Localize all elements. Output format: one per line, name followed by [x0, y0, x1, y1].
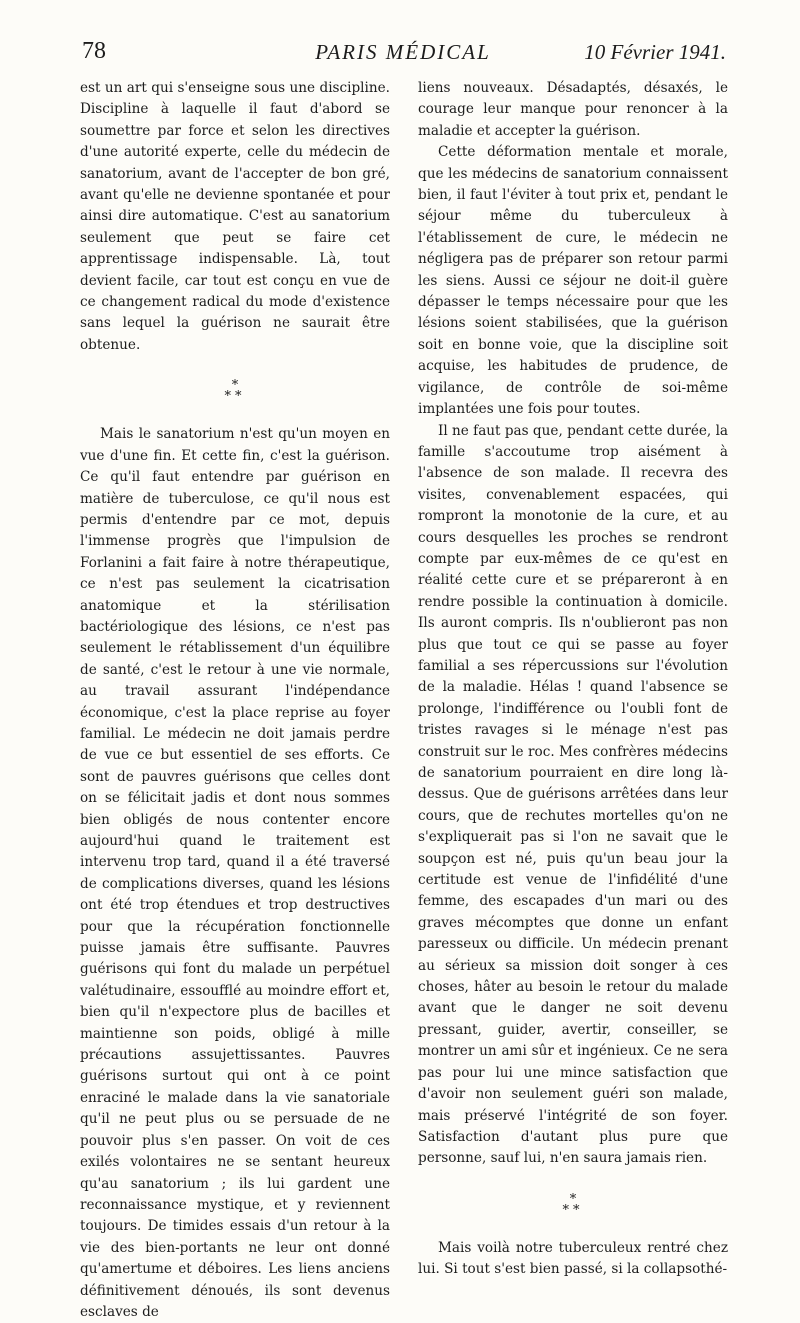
- section-asterism-2: [418, 1191, 728, 1218]
- running-header: [80, 38, 726, 72]
- right-column: [418, 78, 728, 1281]
- right-paragraph-4: Mais voilà notre tuberculeux rentré chez lui. Si tout s'est bien passé, si la collapsothé-: [418, 1239, 728, 1278]
- asterism-top-2: *: [569, 1191, 577, 1207]
- journal-title: PARIS MÉDICAL: [315, 40, 491, 64]
- issue-date: 10 Février 1941.: [584, 40, 726, 64]
- asterism-top: *: [231, 378, 239, 394]
- page-number: 78: [82, 38, 106, 64]
- right-paragraph-2: Cette déformation mentale et morale, que les médecins de sanatorium connaissent bien, il faut l'éviter à tout prix et, pendant le séjour même du tuberculeux à l'établissement de cure, le médecin ne négligera pas de préparer son retour parmi les siens. Aussi ce séjour ne doit-il guère dépasser le temps nécessaire pour que les lésions soient stabilisées, que la guérison soit en bonne voie, que la discipline soit acquise, les habitudes de prudence, de vigilance, de contrôle de soi-même implantées une fois pour toutes.: [418, 144, 728, 418]
- left-paragraph-2: Mais le sanatorium n'est qu'un moyen en vue d'une fin. Et cette fin, c'est la guérison. Ce qu'il faut entendre par guérison en matière de tuberculose, ce qu'il nous est permis d'entendre par ce mot, depuis l'immense progrès que l'impulsion de Forlanini a fait faire à notre thérapeutique, ce n'est pas seulement la cicatrisation anatomique et la stérilisation bactériologique des lésions, ce n'est pas seulement le rétablissement d'un équilibre de santé, c'est le retour à une vie normale, au travail assurant l'indépendance économique, c'est la place reprise au foyer familial. Le médecin ne doit jamais perdre de vue ce but essentiel de ses efforts. Ce sont de pauvres guérisons que celles dont on se félicitait jadis et dont nous sommes bien obligés de nous contenter encore aujourd'hui quand le traitement est intervenu trop tard, quand il a été traversé de complications diverses, quand les lésions ont été trop étendues et trop destructives pour que la récupération fonctionnelle puisse jamais être suffisante. Pauvres guérisons qui font du malade un perpétuel valétudinaire, essoufflé au moindre effort et, bien qu'il n'expectore plus de bacilles et maintienne son poids, obligé à mille précautions assujettissantes. Pauvres guérisons surtout qui ont à ce point enraciné le malade dans la vie sanatoriale qu'il ne peut plus ou se persuade de ne pouvoir plus s'en passer. On voit de ces exilés volontaires ne se sentant heureux qu'au sanatorium ; ils lui gardent une reconnaissance mystique, et y reviennent toujours. De timides essais d'un retour à la vie des bien-portants ne leur ont donné qu'amertume et déboires. Les liens anciens définitivement dénoués, ils sont devenus esclaves de: [80, 426, 390, 1320]
- right-paragraph-1: liens nouveaux. Désadaptés, désaxés, le courage leur manque pour renoncer à la maladie et accepter la guérison.: [418, 80, 728, 139]
- left-paragraph-1: est un art qui s'enseigne sous une discipline. Discipline à laquelle il faut d'abord se soumettre par force et selon les directives d'une autorité experte, celle du médecin de sanatorium, avant de l'accepter de bon gré, avant qu'elle ne devienne spontanée et pour ainsi dire automatique. C'est au sanatorium seulement que peut se faire cet apprentissage indispensable. Là, tout devient facile, car tout est conçu en vue de ce changement radical du mode d'existence sans lequel la guérison ne saurait être obtenue.: [80, 80, 390, 353]
- asterism-bottom: **: [224, 389, 246, 405]
- right-paragraph-3: Il ne faut pas que, pendant cette durée, la famille s'accoutume trop aisément à l'absence de son malade. Il recevra des visites, convenablement espacées, qui rompront la monotonie de la cure, et au cours desquelles les proches se rendront compte par eux-mêmes de ce qu'est en réalité cette cure et se prépareront à en rendre possible la continuation à domicile. Ils auront compris. Ils n'oublieront pas non plus que tout ce qui se passe au foyer familial a ses répercussions sur l'évolution de la maladie. Hélas ! quand l'absence se prolonge, l'indifférence ou l'oubli font de tristes ravages si le ménage n'est pas construit sur le roc. Mes confrères médecins de sanatorium pourraient en dire long là-dessus. Que de guérisons arrêtées dans leur cours, que de rechutes mortelles qu'on ne s'expliquerait pas si l'on ne savait que le soupçon est né, puis qu'un beau jour la certitude est venue de l'infidélité d'une femme, des escapades d'un mari ou des graves mécomptes que donne un enfant paresseux ou difficile. Un médecin prenant au sérieux sa mission doit songer à ces choses, hâter au besoin le retour du malade avant que le danger ne soit devenu pressant, guider, avertir, conseiller, se montrer un ami sûr et ingénieux. Ce ne sera pas pour lui une mince satisfaction que d'avoir non seulement guéri son malade, mais préservé l'intégrité de son foyer. Satisfaction d'autant plus pure que personne, sauf lui, n'en saura jamais rien.: [418, 422, 729, 1167]
- left-column: [80, 78, 390, 1323]
- section-asterism: [80, 378, 390, 405]
- asterism-bottom-2: **: [562, 1202, 584, 1218]
